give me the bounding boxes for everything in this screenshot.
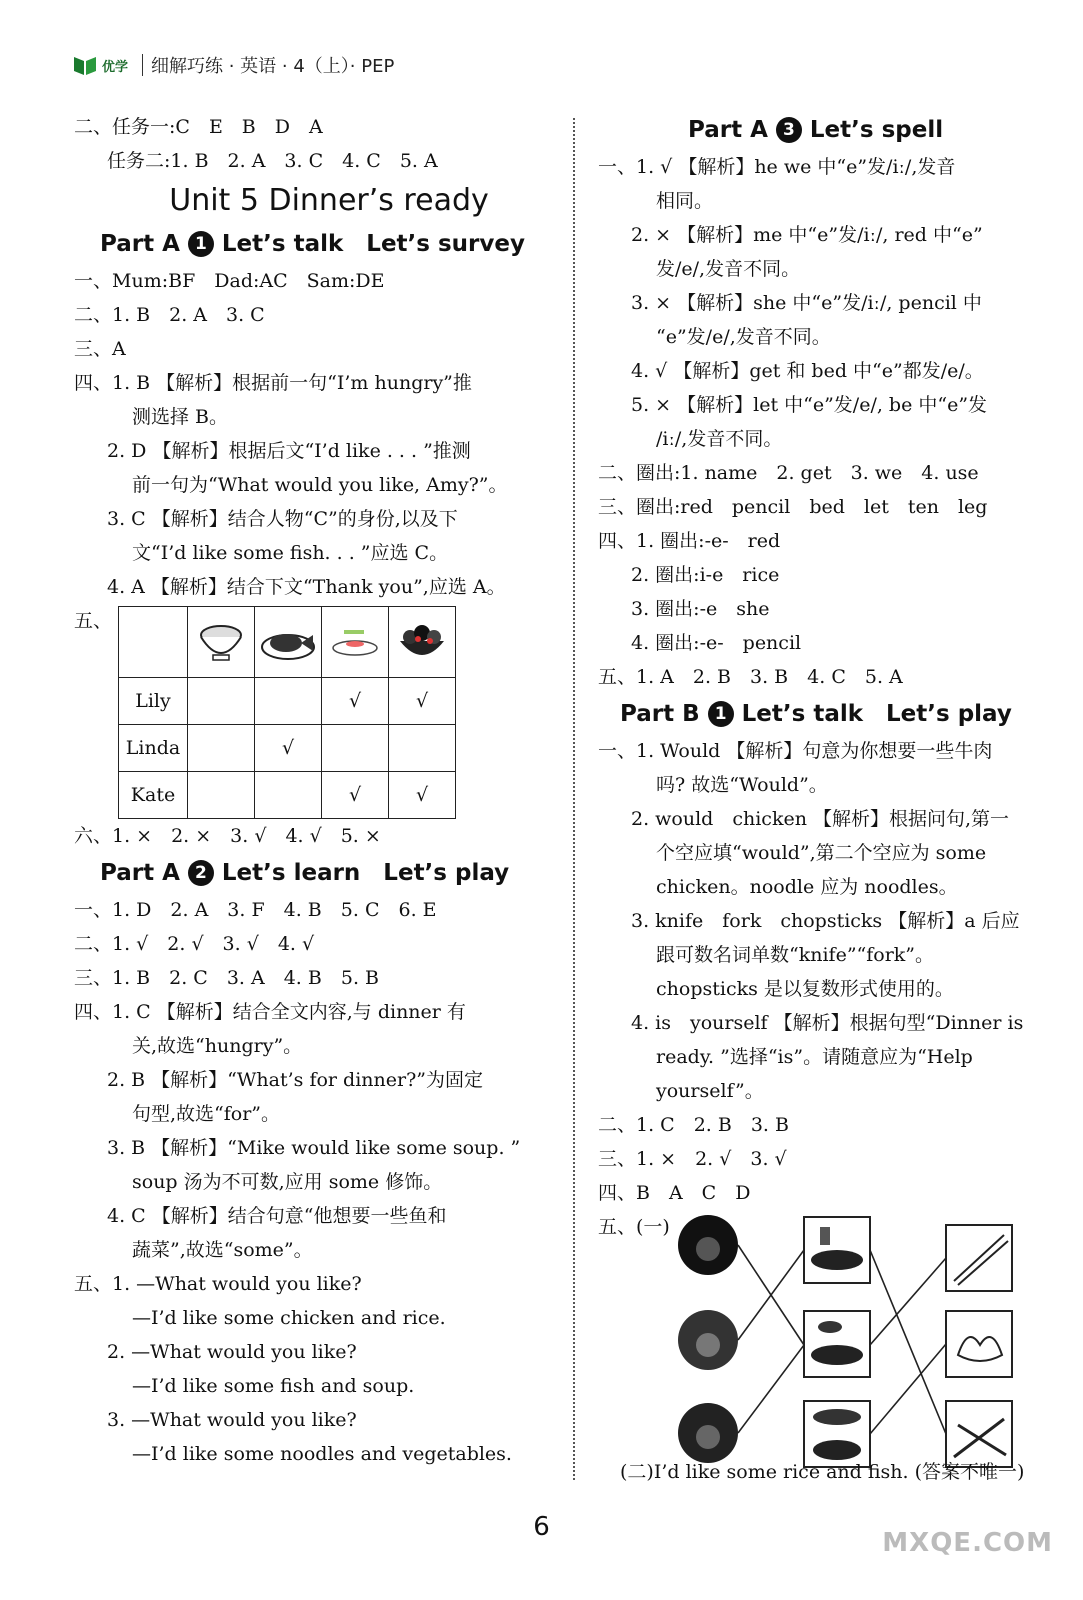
answer-line: 5. × 【解析】let 中“e”发/e/, be 中“e”发 — [631, 394, 988, 416]
answer-line: 一、Mum:BF Dad:AC Sam:DE — [74, 270, 385, 292]
part-title-text: Let’s talk Let’s survey — [221, 231, 525, 257]
table-corner-cell — [119, 607, 188, 678]
table-cell — [255, 678, 322, 725]
boy-portrait-icon — [678, 1215, 738, 1275]
vegetables-bowl-icon — [389, 607, 456, 678]
answer-line: 三、A — [74, 338, 126, 360]
table-cell: √ — [322, 678, 389, 725]
answer-line: 六、1. × 2. × 3. √ 4. √ 5. × — [74, 825, 381, 847]
answer-line: 3. C 【解析】结合人物“C”的身份,以及下 — [107, 508, 458, 530]
part-a1-heading — [74, 224, 554, 264]
answer-line: 2. —What would you like? — [107, 1341, 357, 1363]
answer-line: 文“I’d like some fish. . . ”应选 C。 — [132, 542, 449, 564]
row-name: Linda — [119, 725, 188, 772]
left-column — [74, 110, 554, 1471]
answer-line: 前一句为“What would you like, Amy?”。 — [132, 474, 508, 496]
table-row — [119, 772, 456, 819]
answer-line: 3. 圈出:-e she — [631, 598, 770, 620]
answer-line: 一、1. √ 【解析】he we 中“e”发/iː/,发音 — [598, 156, 956, 178]
chopsticks-icon — [946, 1225, 1012, 1291]
answer-line: 二、1. √ 2. √ 3. √ 4. √ — [74, 933, 315, 955]
table-cell — [188, 772, 255, 819]
book-title: 细解巧练 · 英语 · 4（上）· PEP — [151, 56, 395, 77]
table-cell: √ — [322, 772, 389, 819]
answer-line: 4. is yourself 【解析】根据句型“Dinner is — [631, 1012, 1024, 1034]
page-header — [72, 50, 394, 80]
answer-line: 二、圈出:1. name 2. get 3. we 4. use — [598, 462, 979, 484]
answer-line: 3. × 【解析】she 中“e”发/iː/, pencil 中 — [631, 292, 982, 314]
soup-dish-icon — [322, 607, 389, 678]
answer-line: 吗? 故选“Would”。 — [656, 774, 828, 796]
answer-line: 五、(一) — [598, 1216, 670, 1238]
part-b1-heading — [598, 694, 1068, 734]
table-cell: √ — [255, 725, 322, 772]
hands-icon — [946, 1311, 1012, 1377]
answer-line: 四、1. C 【解析】结合全文内容,与 dinner 有 — [74, 1001, 466, 1023]
answer-line: 四、1. 圈出:-e- red — [598, 530, 781, 552]
answer-line: 2. × 【解析】me 中“e”发/iː/, red 中“e” — [631, 224, 983, 246]
table-cell — [389, 725, 456, 772]
answer-line: 一、1. D 2. A 3. F 4. B 5. C 6. E — [74, 899, 437, 921]
logo-text: 优学 — [102, 59, 129, 75]
answer-line: 跟可数名词单数“knife”“fork”。 — [656, 944, 935, 966]
rice-bowl-icon — [188, 607, 255, 678]
table-header-row — [119, 607, 456, 678]
answer-line: 测选择 B。 — [132, 406, 229, 428]
part-label: Part A — [100, 231, 180, 257]
answer-line: —I’d like some chicken and rice. — [132, 1307, 446, 1329]
part-label: Part A — [688, 117, 768, 143]
answer-line: /iː/,发音不同。 — [656, 428, 783, 450]
food-preference-table — [118, 606, 456, 819]
part-number-badge: 2 — [188, 860, 214, 886]
header-divider — [142, 54, 143, 76]
answer-line: 2. would chicken 【解析】根据问句,第一 — [631, 808, 1010, 830]
rice-noodles-plate-icon — [804, 1311, 870, 1377]
part-label: Part B — [620, 701, 700, 727]
answer-line: 三、1. × 2. √ 3. √ — [598, 1148, 787, 1170]
publisher-logo — [72, 50, 134, 80]
table-cell — [188, 725, 255, 772]
table-cell — [255, 772, 322, 819]
right-column — [598, 110, 1068, 1483]
answer-line: 二、1. B 2. A 3. C — [74, 304, 265, 326]
answer-line: 3. knife fork chopsticks 【解析】a 后应 — [631, 910, 1020, 932]
page-number: 6 — [533, 1512, 550, 1542]
table-cell — [322, 725, 389, 772]
child-portrait-icon — [678, 1403, 738, 1463]
table-cell: √ — [389, 772, 456, 819]
part-title-text: Let’s learn Let’s play — [221, 860, 510, 886]
answer-line: 2. 圈出:i-e rice — [631, 564, 780, 586]
answer-line: 4. C 【解析】结合句意“他想要一些鱼和 — [107, 1205, 447, 1227]
steak-plate-icon — [804, 1217, 870, 1283]
answer-line: —I’d like some fish and soup. — [132, 1375, 415, 1397]
answer-line: 发/e/,发音不同。 — [656, 258, 801, 280]
answer-line: 2. B 【解析】“What’s for dinner?”为固定 — [107, 1069, 483, 1091]
table-row — [119, 725, 456, 772]
answer-line: soup 汤为不可数,应用 some 修饰。 — [132, 1171, 443, 1193]
answer-line: chicken。noodle 应为 noodles。 — [656, 876, 958, 898]
answer-line: 4. √ 【解析】get 和 bed 中“e”都发/e/。 — [631, 360, 984, 382]
part-a3-heading — [598, 110, 1068, 150]
answer-line: —I’d like some noodles and vegetables. — [132, 1443, 512, 1465]
part-label: Part A — [100, 860, 180, 886]
unit-title: Unit 5 Dinner’s ready — [169, 183, 489, 218]
answer-line: 四、1. B 【解析】根据前一句“I’m hungry”推 — [74, 372, 472, 394]
column-divider — [573, 118, 575, 1480]
table-row — [119, 678, 456, 725]
answer-line: 4. 圈出:-e- pencil — [631, 632, 802, 654]
section-five: 五、 Lily √ √ Linda √ Kate √ √ — [74, 604, 554, 819]
table-cell — [188, 678, 255, 725]
answer-line: chopsticks 是以复数形式使用的。 — [656, 978, 954, 1000]
row-name: Lily — [119, 678, 188, 725]
answer-line: ready. ”选择“is”。请随意应为“Help — [656, 1046, 973, 1068]
part-title-text: Let’s spell — [809, 117, 944, 143]
answer-line: 三、1. B 2. C 3. A 4. B 5. B — [74, 967, 379, 989]
table-cell: √ — [389, 678, 456, 725]
answer-line: 2. D 【解析】根据后文“I’d like . . . ”推测 — [107, 440, 471, 462]
answer-line: 三、圈出:red pencil bed let ten leg — [598, 496, 988, 518]
part-a2-heading — [74, 853, 554, 893]
answer-line: 二、1. C 2. B 3. B — [598, 1114, 789, 1136]
part-number-badge: 1 — [708, 701, 734, 727]
book-logo-icon — [72, 53, 98, 77]
row-name: Kate — [119, 772, 188, 819]
answer-line: “e”发/e/,发音不同。 — [656, 326, 831, 348]
answer-line: 四、B A C D — [598, 1182, 751, 1204]
answer-line: 五、1. —What would you like? — [74, 1273, 362, 1295]
fish-plate-icon — [255, 607, 322, 678]
answer-line: 关,故选“hungry”。 — [132, 1035, 303, 1057]
answer-line: 五、1. A 2. B 3. B 4. C 5. A — [598, 666, 903, 688]
part-number-badge: 3 — [776, 117, 802, 143]
answer-line: yourself”。 — [656, 1080, 764, 1102]
answer-line: 相同。 — [656, 190, 714, 212]
watermark: MXQE.COM — [882, 1528, 1053, 1558]
task-two-answers: 任务二:1. B 2. A 3. C 4. C 5. A — [107, 150, 438, 172]
answer-line: 3. B 【解析】“Mike would like some soup. ” — [107, 1137, 521, 1159]
part-title-text: Let’s talk Let’s play — [741, 701, 1012, 727]
answer-line: 句型,故选“for”。 — [132, 1103, 281, 1125]
answer-line: 3. —What would you like? — [107, 1409, 357, 1431]
answer-line: (二)I’d like some rice and fish. (答案不唯一) — [620, 1461, 1025, 1483]
part-number-badge: 1 — [188, 231, 214, 257]
answer-line: 4. A 【解析】结合下文“Thank you”,应选 A。 — [107, 576, 506, 598]
answer-line: 一、1. Would 【解析】句意为你想要一些牛肉 — [598, 740, 993, 762]
girl-portrait-icon — [678, 1310, 738, 1370]
task-one-answers: 二、任务一:C E B D A — [74, 116, 323, 138]
matching-diagram — [608, 1205, 1068, 1475]
answer-line: 个空应填“would”,第二个空应为 some — [656, 842, 987, 864]
answer-line: 蔬菜”,故选“some”。 — [132, 1239, 313, 1261]
